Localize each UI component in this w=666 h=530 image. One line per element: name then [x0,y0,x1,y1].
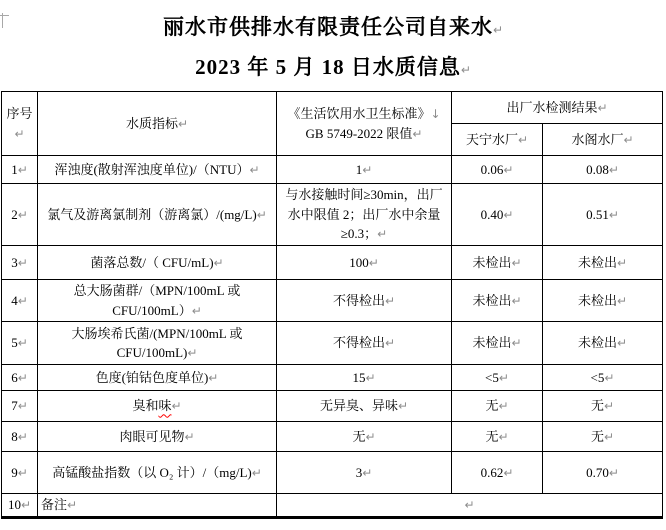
col-header-results-group [452,92,663,124]
paragraph-mark: ↵ [17,162,28,177]
paragraph-mark: ↵ [187,346,198,360]
table-row [2,246,663,280]
result-text: 0.08 [586,161,609,177]
cell-limit [277,280,452,322]
water-quality-table [1,91,663,519]
seq-text: 9 [11,464,18,480]
cell-remarks-label [38,494,277,518]
cell-result-tianning [452,156,543,184]
table-row [2,280,663,322]
col-header-indicator [38,92,277,156]
indicator-text: 菌落总数/（ CFU/mL) [90,254,214,270]
seq-text: 10 [7,497,21,512]
page-corner-mark-vertical [2,13,3,28]
paragraph-mark: ↵ [191,303,202,318]
paragraph-mark: ↵ [397,399,409,414]
col-header-standard-line1: 《生活饮用水卫生标准》 [287,106,431,121]
document-title-text: 丽水市供排水有限责任公司自来水 [162,15,493,39]
indicator-text: 色度(铂钴色度单位) [95,369,209,385]
limit-text: 1 [355,161,363,177]
table-row [2,156,663,184]
cell-result-tianning [452,365,543,391]
paragraph-mark: ↵ [17,429,28,444]
cell-seq [2,156,38,184]
paragraph-mark: ↵ [213,255,224,270]
cell-indicator [38,156,277,184]
cell-seq [2,184,38,246]
seq-text: 8 [11,428,18,444]
paragraph-mark: ↵ [460,63,471,77]
remarks-label-text: 备注 [41,497,68,512]
paragraph-mark: ↵ [604,370,615,385]
cell-result-shuige [543,280,663,322]
paragraph-mark: ↵ [368,255,379,270]
cell-remarks-value [277,494,663,518]
result-text: 未检出 [472,292,512,308]
col-header-results-group-text: 出厂水检测结果 [506,99,598,115]
cell-limit [277,246,452,280]
line-break-mark: ↓ [430,107,441,121]
limit-text: 3 [355,464,363,480]
document-title [0,13,666,41]
paragraph-mark: ↵ [412,126,423,141]
paragraph-mark: ↵ [498,370,509,385]
result-text: 0.40 [480,206,504,222]
paragraph-mark: ↵ [67,498,78,512]
limit-text: 无 [352,428,366,444]
col-header-indicator-text: 水质指标 [125,115,178,131]
cell-seq [2,391,38,422]
paragraph-mark: ↵ [498,429,509,444]
limit-text: 与水接触时间≥30min，出厂水中限值 2；出厂水中余量≥0.3； [285,187,443,242]
col-header-plant-shuige-text: 水阁水厂 [571,131,624,147]
limit-text: 不得检出 [332,335,385,351]
cell-indicator [38,452,277,494]
cell-result-shuige [543,391,663,422]
limit-text: 无异臭、异味 [319,398,398,414]
cell-indicator [38,391,277,422]
table-row [2,322,663,365]
cell-seq [2,494,38,518]
result-text: 无 [590,398,604,414]
cell-result-tianning [452,184,543,246]
cell-result-tianning [452,452,543,494]
paragraph-mark: ↵ [608,465,619,480]
paragraph-mark: ↵ [616,293,628,308]
paragraph-mark: ↵ [249,162,260,177]
limit-text: 100 [349,254,369,270]
paragraph-mark: ↵ [511,255,522,270]
paragraph-mark: ↵ [14,126,25,141]
paragraph-mark: ↵ [517,132,529,147]
table-row [2,422,663,452]
cell-result-tianning [452,322,543,365]
indicator-text-misspelled: 味 [158,398,172,414]
cell-indicator [38,184,277,246]
paragraph-mark: ↵ [208,370,219,385]
paragraph-mark: ↵ [503,465,514,480]
document-page [0,13,666,530]
cell-limit [277,391,452,422]
result-text: <5 [485,369,499,385]
result-text: 0.06 [480,161,504,177]
result-text: 未检出 [577,335,617,351]
cell-seq [2,452,38,494]
indicator-text: 总大肠菌群/（MPN/100mL 或 CFU/100mL） [73,283,241,318]
paragraph-mark: ↵ [492,23,504,37]
paragraph-mark: ↵ [17,465,28,480]
paragraph-mark: ↵ [362,162,373,177]
cell-limit [277,156,452,184]
indicator-text: 浑浊度(散射浑浊度单位)/（NTU） [54,161,250,177]
indicator-text: 高锰酸盐指数（以 O₂ 计）/（mg/L) [52,464,252,480]
paragraph-mark: ↵ [503,162,514,177]
table-row [2,365,663,391]
paragraph-mark: ↵ [608,207,619,222]
paragraph-mark: ↵ [597,100,608,115]
paragraph-mark: ↵ [17,370,28,385]
paragraph-mark: ↵ [511,336,522,351]
seq-text: 3 [11,254,18,270]
cell-limit [277,322,452,365]
cell-indicator [38,246,277,280]
cell-result-tianning [452,280,543,322]
cell-indicator [38,322,277,365]
paragraph-mark: ↵ [184,429,195,444]
paragraph-mark: ↵ [377,227,388,242]
indicator-text: 大肠埃希氏菌/(MPN/100mL 或 CFU/100mL) [71,325,243,360]
result-text: 未检出 [577,292,617,308]
cell-result-shuige [543,184,663,246]
cell-limit [277,184,452,246]
table-row-remarks [2,494,663,518]
paragraph-mark: ↵ [498,399,509,414]
cell-seq [2,246,38,280]
col-header-standard [277,92,452,156]
paragraph-mark: ↵ [17,399,28,414]
col-header-plant-shuige [543,124,663,156]
paragraph-mark: ↵ [384,293,396,308]
cell-indicator [38,280,277,322]
indicator-text: 臭和 [132,398,159,414]
seq-text: 7 [11,398,18,414]
paragraph-mark: ↵ [608,162,619,177]
paragraph-mark: ↵ [623,132,634,147]
table-header-row-1 [2,92,663,124]
cell-indicator [38,365,277,391]
paragraph-mark: ↵ [177,116,189,131]
cell-result-tianning [452,246,543,280]
limit-text: 15 [352,369,366,385]
paragraph-mark: ↵ [17,293,28,308]
result-text: 0.51 [586,206,609,222]
paragraph-mark: ↵ [251,465,262,480]
paragraph-mark: ↵ [511,293,522,308]
result-text: 未检出 [472,335,512,351]
cell-seq [2,280,38,322]
paragraph-mark: ↵ [603,399,615,414]
paragraph-mark: ↵ [17,336,28,351]
result-text: 无 [485,398,499,414]
paragraph-mark: ↵ [503,207,514,222]
cell-limit [277,422,452,452]
col-header-plant-tianning-text: 天宁水厂 [465,131,518,147]
indicator-text: 氯气及游离氯制剂（游离氯）/(mg/L) [47,206,257,222]
paragraph-mark: ↵ [20,498,32,512]
cell-seq [2,365,38,391]
table-row [2,391,663,422]
cell-seq [2,422,38,452]
cell-seq [2,322,38,365]
seq-text: 5 [11,335,18,351]
paragraph-mark: ↵ [384,336,396,351]
cell-result-shuige [543,365,663,391]
seq-text: 2 [11,206,18,222]
paragraph-mark: ↵ [17,255,28,270]
table-row [2,184,663,246]
cell-result-shuige [543,156,663,184]
result-text: <5 [590,369,605,385]
paragraph-mark: ↵ [256,207,267,222]
cell-result-tianning [452,391,543,422]
result-text: 未检出 [472,254,512,270]
paragraph-mark: ↵ [616,336,628,351]
seq-text: 1 [11,161,18,177]
cell-result-shuige [543,246,663,280]
paragraph-mark: ↵ [603,429,615,444]
table-row [2,452,663,494]
paragraph-mark: ↵ [365,429,376,444]
result-text: 0.70 [586,464,609,480]
cell-limit [277,452,452,494]
paragraph-mark: ↵ [171,399,182,414]
paragraph-mark: ↵ [362,465,373,480]
seq-text: 6 [11,369,18,385]
paragraph-mark: ↵ [464,498,475,512]
col-header-seq-text: 序号 [6,106,33,121]
cell-limit [277,365,452,391]
document-subtitle-text: 2023 年 5 月 18 日水质信息 [195,55,461,79]
cell-result-tianning [452,422,543,452]
result-text: 0.62 [480,464,504,480]
result-text: 无 [485,428,499,444]
paragraph-mark: ↵ [616,255,628,270]
cell-indicator [38,422,277,452]
limit-text: 不得检出 [332,292,385,308]
indicator-text: 肉眼可见物 [119,428,185,444]
document-subtitle [0,53,666,81]
seq-text: 4 [11,292,18,308]
col-header-plant-tianning [452,124,543,156]
result-text: 未检出 [577,254,617,270]
cell-result-shuige [543,422,663,452]
col-header-seq [2,92,38,156]
paragraph-mark: ↵ [365,370,376,385]
paragraph-mark: ↵ [17,207,28,222]
col-header-standard-line2: GB 5749-2022 限值 [305,125,413,141]
cell-result-shuige [543,322,663,365]
cell-result-shuige [543,452,663,494]
result-text: 无 [590,428,604,444]
